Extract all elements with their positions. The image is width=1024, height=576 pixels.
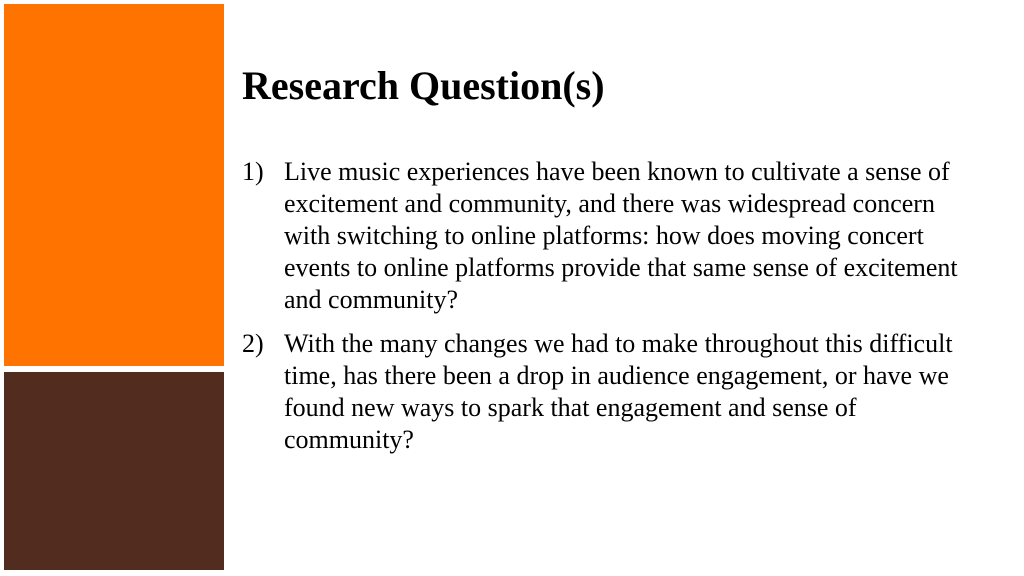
orange-accent-block: [4, 4, 224, 366]
question-text: Live music experiences have been known to cultivate a sense of excitement and community, and there was widespread concern with switching to online platforms: how does moving concert events to online platforms provide that same sense of excitement and community?: [284, 157, 958, 314]
research-question-1: [242, 156, 962, 316]
research-question-2: [242, 328, 962, 456]
research-questions-list: [242, 156, 962, 468]
question-number: 1): [242, 157, 264, 186]
slide-title: Research Question(s): [242, 63, 605, 108]
brown-accent-block: [4, 372, 224, 570]
question-number: 2): [242, 329, 264, 358]
question-text: With the many changes we had to make throughout this difficult time, has there been a drop in audience engagement, or have we found new ways to spark that engagement and sense of community?: [284, 329, 953, 454]
